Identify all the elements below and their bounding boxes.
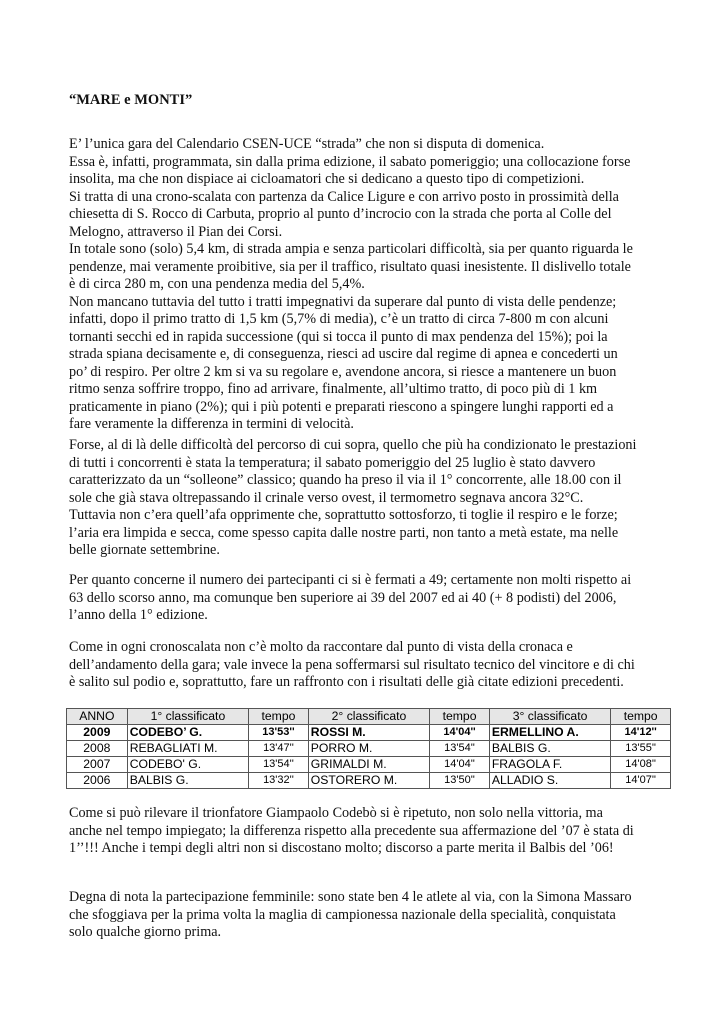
cell-time: 13'47'' xyxy=(249,741,309,757)
cell-time: 14'08'' xyxy=(611,757,671,773)
text-line: Forse, al di là delle difficoltà del percorso di cui sopra, quello che più ha condizionato le prestazioni xyxy=(69,437,637,453)
text-line: di tutti i concorrenti è stata la temperatura; il sabato pomeriggio del 25 luglio è stato davvero xyxy=(69,454,596,471)
cell-first: REBAGLIATI M. xyxy=(127,741,248,757)
cell-year: 2007 xyxy=(67,757,128,773)
cell-third: BALBIS G. xyxy=(489,741,610,757)
cell-time: 14'07'' xyxy=(611,773,671,789)
text-line: l’aria era limpida e secca, come spesso capita dalle nostre parti, non tanto a metà estate, ma nelle xyxy=(69,524,619,541)
text-line: E’ l’unica gara del Calendario CSEN-UCE “strada” che non si disputa di domenica. xyxy=(69,136,545,152)
paragraph-analysis xyxy=(69,805,669,858)
cell-second: ROSSI M. xyxy=(308,725,429,741)
header-time-third: tempo xyxy=(611,709,671,725)
cell-time: 13'50'' xyxy=(430,773,490,789)
paragraph-race xyxy=(69,639,669,692)
text-line: Melogno, attraverso il Pian dei Corsi. xyxy=(69,223,283,240)
cell-time: 13'54'' xyxy=(249,757,309,773)
table-row xyxy=(67,741,671,757)
cell-third: ALLADIO S. xyxy=(489,773,610,789)
header-time-second: tempo xyxy=(430,709,490,725)
text-line: strada spiana decisamente e, di conseguenza, riesci ad uscire dal regime di apnea e concederti un xyxy=(69,346,618,362)
text-line: l’anno della 1° edizione. xyxy=(69,607,208,623)
paragraph-temperature xyxy=(69,437,669,560)
header-anno: ANNO xyxy=(67,709,128,725)
cell-third: ERMELLINO A. xyxy=(489,725,610,741)
text-line: praticamente in piano (2%); qui i più potenti e preparati riescono a spingere lunghi rapporti ed a xyxy=(69,398,614,415)
paragraph-intro xyxy=(69,136,669,434)
cell-first: CODEBO’ G. xyxy=(127,725,248,741)
cell-time: 13'54'' xyxy=(430,741,490,757)
text-line: Essa è, infatti, programmata, sin dalla prima edizione, il sabato pomeriggio; una collocazione forse xyxy=(69,153,631,170)
cell-time: 13'53'' xyxy=(249,725,309,741)
text-line: anche nel tempo impiegato; la differenza rispetto alla precedente sua affermazione del ’07 è stata di xyxy=(69,822,634,839)
paragraph-women xyxy=(69,889,669,942)
cell-time: 14'12'' xyxy=(611,725,671,741)
text-line: ritmo senza soffrire troppo, fino ad arrivare, finalmente, all’ultimo tratto, di poco più di 1 km xyxy=(69,381,598,397)
header-third: 3° classificato xyxy=(489,709,610,725)
header-second: 2° classificato xyxy=(308,709,429,725)
cell-first: CODEBO' G. xyxy=(127,757,248,773)
text-line: po’ di respiro. Per oltre 2 km si va su regolare e, avendone ancora, si riesce a mantenere un buon xyxy=(69,363,617,380)
cell-time: 14'04'' xyxy=(430,757,490,773)
text-line: Per quanto concerne il numero dei partecipanti ci si è fermati a 49; certamente non molti rispetto ai xyxy=(69,572,632,588)
cell-time: 13'32'' xyxy=(249,773,309,789)
text-line: è di circa 280 m, con una pendenza media del 5,4%. xyxy=(69,276,365,292)
table-row xyxy=(67,773,671,789)
text-line: chiesetta di S. Rocco di Carbuta, proprio al punto d’incrocio con la strada che porta al Colle del xyxy=(69,206,612,222)
document-title: “MARE e MONTI” xyxy=(69,92,193,108)
cell-third: FRAGOLA F. xyxy=(489,757,610,773)
table-row xyxy=(67,725,671,741)
text-line: 1’’!!! Anche i tempi degli altri non si discostano molto; discorso a parte merita il Balbis del ’06! xyxy=(69,840,614,856)
cell-year: 2006 xyxy=(67,773,128,789)
text-line: pendenze, mai veramente proibitive, sia per il traffico, risultato quasi inesistente. Il dislivello totale xyxy=(69,258,631,275)
text-line: è salito sul podio e, soprattutto, fare un raffronto con i risultati delle già citate edizioni precedenti. xyxy=(69,674,624,690)
text-line: caratterizzato da un “solleone” classico; quando ha preso il via il 1° concorrente, alle 18.00 con il xyxy=(69,472,622,488)
text-line: In totale sono (solo) 5,4 km, di strada ampia e senza particolari difficoltà, sia per quanto riguarda le xyxy=(69,241,633,257)
cell-second: OSTORERO M. xyxy=(308,773,429,789)
table-row xyxy=(67,757,671,773)
text-line: 63 dello scorso anno, ma comunque ben superiore ai 39 del 2007 ed ai 40 (+ 8 podisti) del 2006, xyxy=(69,589,617,606)
text-line: che sfoggiava per la prima volta la maglia di campionessa nazionale della specialità, conquistata xyxy=(69,906,616,923)
results-table xyxy=(66,708,671,789)
cell-year: 2009 xyxy=(67,725,128,741)
text-line: belle giornate settembrine. xyxy=(69,542,220,558)
cell-year: 2008 xyxy=(67,741,128,757)
text-line: tornanti secchi ed in rapida successione (qui si tocca il punto di max pendenza del 15%); poi la xyxy=(69,328,608,345)
table-header-row xyxy=(67,709,671,725)
cell-second: GRIMALDI M. xyxy=(308,757,429,773)
text-line: fare veramente la differenza in termini di velocità. xyxy=(69,416,354,432)
text-line: infatti, dopo il primo tratto di 1,5 km (5,7% di media), c’è un tratto di circa 7-800 m con alcuni xyxy=(69,311,609,327)
text-line: Si tratta di una crono-scalata con partenza da Calice Ligure e con arrivo posto in prossimità della xyxy=(69,188,619,205)
text-line: sole che già stava oltrepassando il crinale verso ovest, il termometro segnava ancora 32°C. xyxy=(69,489,584,506)
text-line: Tuttavia non c’era quell’afa opprimente che, soprattutto sottosforzo, ti toglie il respiro e le forze; xyxy=(69,507,618,523)
cell-time: 14'04'' xyxy=(430,725,490,741)
text-line: Non mancano tuttavia del tutto i tratti impegnativi da superare dal punto di vista delle pendenze; xyxy=(69,293,617,310)
text-line: Come in ogni cronoscalata non c’è molto da raccontare dal punto di vista della cronaca e xyxy=(69,639,573,655)
cell-first: BALBIS G. xyxy=(127,773,248,789)
text-line: Come si può rilevare il trionfatore Giampaolo Codebò si è ripetuto, non solo nella vittoria, ma xyxy=(69,805,603,821)
text-line: insolita, ma che non dispiace ai cicloamatori che si dedicano a questo tipo di competizioni. xyxy=(69,171,585,187)
text-line: solo qualche giorno prima. xyxy=(69,924,222,940)
text-line: Degna di nota la partecipazione femminile: sono state ben 4 le atlete al via, con la Simona Massaro xyxy=(69,889,632,905)
cell-time: 13'55'' xyxy=(611,741,671,757)
paragraph-participants xyxy=(69,572,669,625)
header-time-first: tempo xyxy=(249,709,309,725)
header-first: 1° classificato xyxy=(127,709,248,725)
cell-second: PORRO M. xyxy=(308,741,429,757)
text-line: dell’andamento della gara; vale invece la pena soffermarsi sul risultato tecnico del vincitore e di chi xyxy=(69,656,635,673)
